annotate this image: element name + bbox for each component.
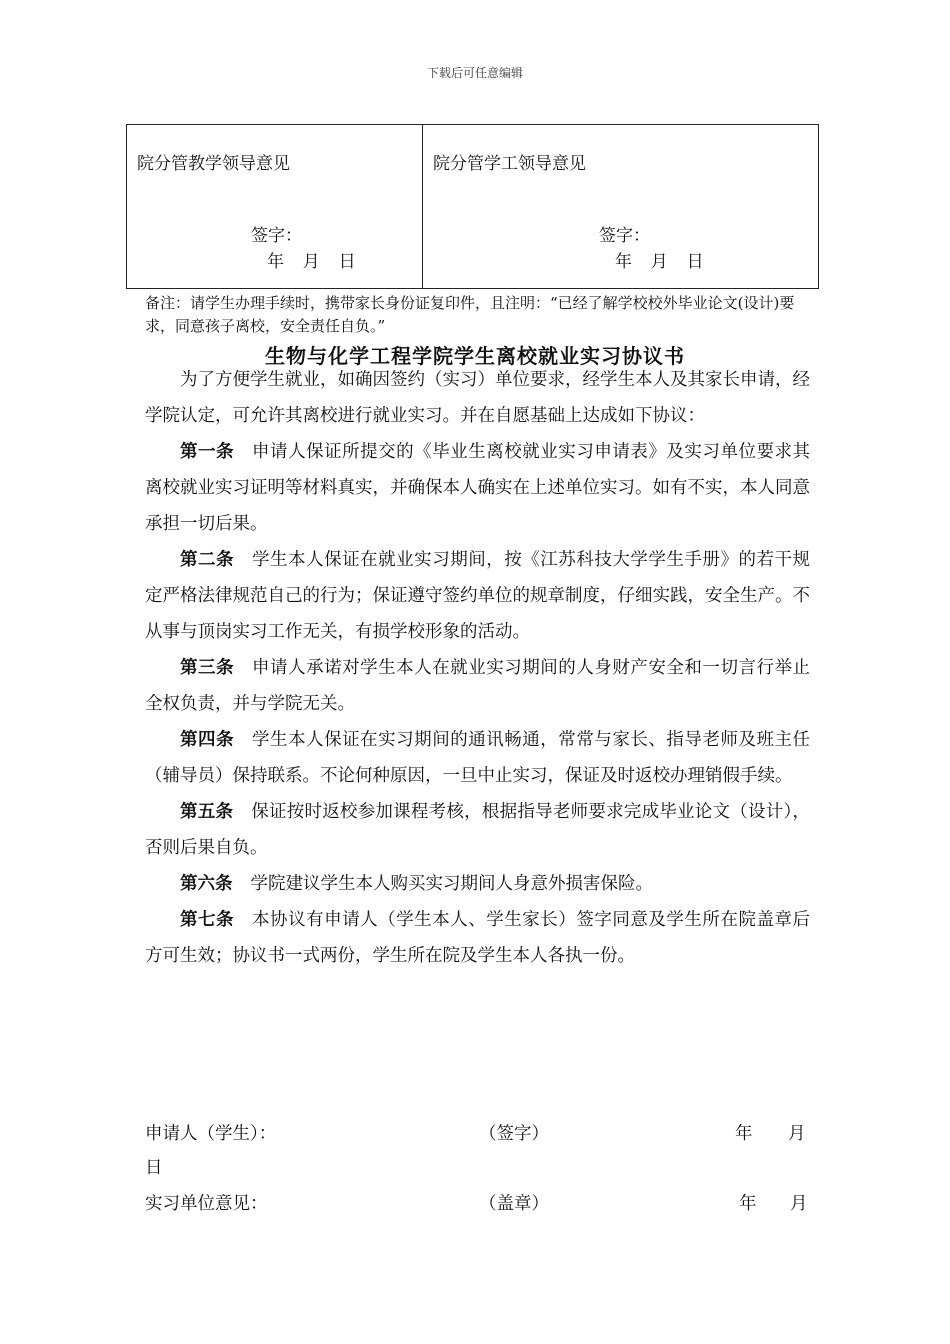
article-label: 第二条 [180, 550, 235, 570]
article-label: 第四条 [180, 730, 235, 750]
article-label: 第七条 [180, 910, 235, 930]
article-4 [145, 722, 810, 794]
remark-note: 备注：请学生办理手续时，携带家长身份证复印件，且注明：“已经了解学校校外毕业论文(设计)要求，同意孩子离校，安全责任自负。” [145, 294, 795, 335]
agreement-body [145, 362, 810, 974]
unit-opinion-row [145, 1190, 810, 1220]
article-5 [145, 794, 810, 866]
teaching-leader-date: 年 月 日 [267, 252, 356, 272]
unit-seal-placeholder: （盖章） [479, 1194, 549, 1214]
article-label: 第一条 [180, 442, 235, 462]
applicant-signature-row [145, 1120, 810, 1178]
article-label: 第五条 [180, 802, 234, 822]
student-affairs-leader-title: 院分管学工领导意见 [433, 154, 586, 174]
applicant-day: 日 [145, 1158, 163, 1178]
article-6 [145, 866, 810, 902]
applicant-label: 申请人（学生）： [145, 1124, 277, 1144]
unit-month: 月 [790, 1194, 808, 1214]
approval-table [126, 124, 819, 289]
article-text: 申请人承诺对学生本人在就业实习期间的人身财产安全和一切言行举止全权负责，并与学院无关。 [145, 658, 810, 714]
applicant-year: 年 [735, 1124, 753, 1144]
teaching-leader-title: 院分管教学领导意见 [137, 154, 290, 174]
applicant-sign-placeholder: （签字） [479, 1124, 549, 1144]
intro-paragraph: 为了方便学生就业，如确因签约（实习）单位要求，经学生本人及其家长申请，经学院认定，可允许其离校进行就业实习。并在自愿基础上达成如下协议： [145, 370, 810, 426]
article-7 [145, 902, 810, 974]
applicant-month: 月 [788, 1124, 806, 1144]
student-affairs-leader-cell [423, 125, 818, 288]
student-affairs-leader-sign-label: 签字： [599, 226, 650, 246]
article-2 [145, 542, 810, 650]
article-text: 保证按时返校参加课程考核，根据指导老师要求完成毕业论文（设计），否则后果自负。 [145, 802, 811, 858]
unit-opinion-label: 实习单位意见： [145, 1194, 268, 1214]
document-title: 生物与化学工程学院学生离校就业实习协议书 [265, 344, 685, 368]
article-text: 学生本人保证在就业实习期间，按《江苏科技大学学生手册》的若干规定严格法律规范自己的行为；保证遵守签约单位的规章制度，仔细实践，安全生产。不从事与顶岗实习工作无关，有损学校形象的活动。 [145, 550, 810, 642]
article-1 [145, 434, 810, 542]
page-header: 下载后可任意编辑 [426, 66, 523, 80]
article-text: 本协议有申请人（学生本人、学生家长）签字同意及学生所在院盖章后方可生效；协议书一式两份，学生所在院及学生本人各执一份。 [145, 910, 810, 966]
article-text: 学生本人保证在实习期间的通讯畅通，常常与家长、指导老师及班主任（辅导员）保持联系。不论何种原因，一旦中止实习，保证及时返校办理销假手续。 [145, 730, 810, 786]
teaching-leader-cell [127, 125, 423, 288]
article-3 [145, 650, 810, 722]
article-label: 第三条 [180, 658, 235, 678]
unit-year: 年 [739, 1194, 757, 1214]
article-label: 第六条 [180, 874, 233, 894]
student-affairs-leader-date: 年 月 日 [615, 252, 704, 272]
article-text: 学院建议学生本人购买实习期间人身意外损害保险。 [250, 874, 653, 894]
teaching-leader-sign-label: 签字： [251, 226, 302, 246]
article-text: 申请人保证所提交的《毕业生离校就业实习申请表》及实习单位要求其离校就业实习证明等材料真实，并确保本人确实在上述单位实习。如有不实，本人同意承担一切后果。 [145, 442, 810, 534]
